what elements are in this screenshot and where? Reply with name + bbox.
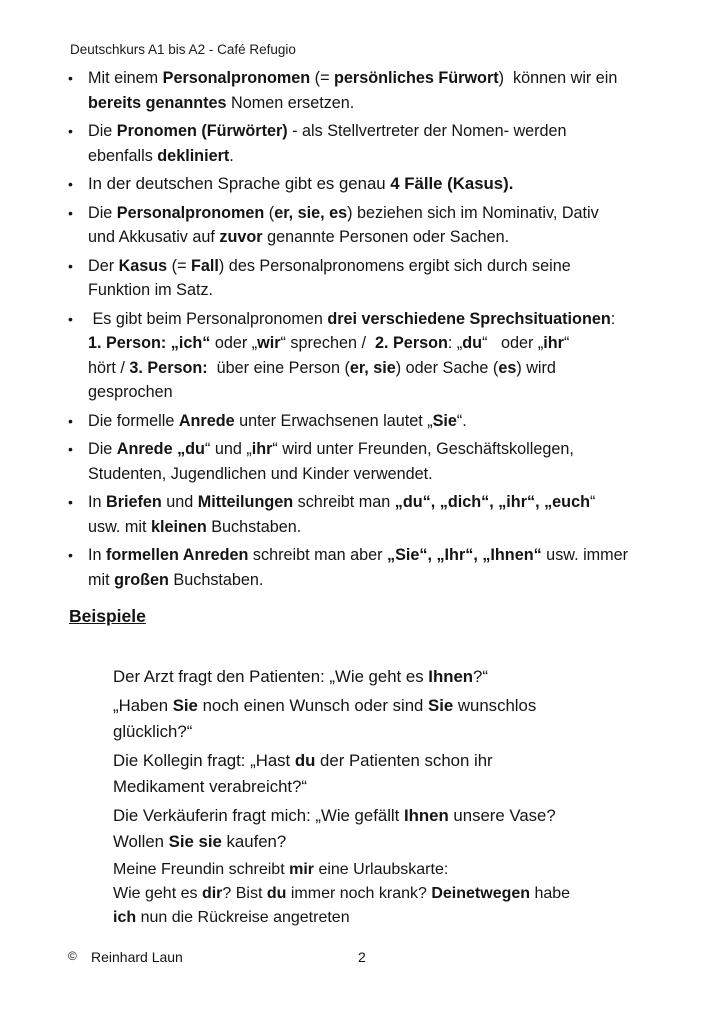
- bullet-icon: •: [68, 441, 73, 457]
- text-segment: nun die Rückreise angetreten: [136, 908, 350, 926]
- bold-text: 4 Fälle (Kasus).: [390, 174, 514, 193]
- bold-text: mir: [289, 860, 314, 878]
- text-segment: (: [264, 203, 275, 222]
- text-line: [88, 568, 686, 593]
- text-line: [88, 201, 686, 226]
- bullet-list: [66, 66, 686, 596]
- text-line: [88, 225, 686, 250]
- text-segment: “ oder „: [482, 334, 544, 352]
- text-segment: eine Urlaubskarte:: [314, 860, 449, 878]
- text-segment: oder „: [210, 334, 258, 352]
- bold-text: du: [462, 334, 483, 352]
- text-segment: wunschlos: [453, 695, 537, 715]
- text-segment: gesprochen: [88, 383, 173, 401]
- text-segment: Die: [88, 203, 117, 222]
- bold-text: Personalpronomen: [116, 203, 265, 222]
- text-line: [88, 91, 686, 116]
- bold-text: Fall: [191, 256, 219, 275]
- text-segment: .: [229, 146, 234, 165]
- bullet-item: [66, 409, 686, 434]
- bold-text: Mitteilungen: [197, 493, 294, 511]
- bullet-icon: •: [68, 547, 73, 563]
- text-line: [88, 172, 686, 197]
- text-line: [88, 307, 686, 332]
- text-line: [113, 882, 673, 906]
- text-segment: :: [610, 309, 616, 328]
- text-line: [113, 829, 673, 856]
- bold-text: Sie: [432, 411, 457, 430]
- text-segment: hört /: [88, 358, 130, 377]
- text-segment: “: [589, 493, 596, 511]
- text-segment: genannte Personen oder Sachen.: [262, 228, 510, 246]
- text-segment: noch einen Wunsch oder sind: [197, 695, 429, 715]
- text-line: [88, 331, 686, 356]
- text-line: [113, 719, 673, 746]
- text-line: [88, 66, 686, 91]
- bold-text: wir: [257, 334, 281, 352]
- text-segment: der Patienten schon ihr: [315, 750, 493, 770]
- bold-text: Anrede: [178, 411, 235, 430]
- bold-text: 2. Person: [375, 334, 448, 352]
- bold-text: formellen Anreden: [106, 546, 249, 564]
- text-line: [113, 748, 673, 775]
- bold-text: Sie sie: [168, 832, 222, 851]
- text-segment: (=: [167, 256, 192, 275]
- bold-text: dekliniert: [157, 146, 230, 165]
- text-segment: Studenten, Jugendlichen und Kinder verwendet.: [88, 464, 433, 483]
- text-line: [113, 693, 673, 720]
- text-segment: - als Stellvertreter der Nomen- werden: [287, 122, 567, 140]
- text-line: [88, 144, 686, 169]
- text-segment: Funktion im Satz.: [88, 281, 214, 299]
- text-segment: Die formelle: [88, 411, 179, 430]
- bullet-icon: •: [68, 494, 73, 510]
- bold-text: es: [498, 358, 517, 377]
- bold-text: ihr: [543, 334, 564, 352]
- text-line: [113, 906, 673, 930]
- bullet-item: [66, 307, 686, 405]
- text-line: [88, 409, 686, 434]
- text-segment: ) oder Sache (: [395, 358, 499, 377]
- copyright-icon: ©: [68, 949, 77, 963]
- bold-text: ich: [113, 908, 137, 926]
- bullet-item: [66, 201, 686, 250]
- text-segment: ebenfalls: [88, 146, 158, 165]
- example-sentence: [113, 664, 673, 691]
- text-segment: ? Bist: [222, 884, 267, 902]
- example-sentence: [113, 858, 673, 930]
- text-segment: immer noch krank?: [286, 884, 432, 902]
- text-segment: über eine Person (: [207, 358, 350, 377]
- bold-text: 3. Person:: [129, 358, 208, 377]
- text-segment: ) können wir ein: [498, 69, 618, 87]
- bold-text: du: [294, 750, 316, 770]
- text-segment: “ sprechen /: [280, 334, 376, 352]
- text-line: [88, 119, 686, 144]
- bold-text: 1. Person: „ich“: [88, 334, 211, 352]
- text-segment: ) beziehen sich im Nominativ, Dativ: [347, 203, 599, 222]
- bold-text: „du“, „dich“, „ihr“, „euch: [394, 493, 590, 511]
- bullet-item: [66, 543, 686, 592]
- bold-text: Ihnen: [403, 805, 449, 825]
- text-segment: schreibt man aber: [248, 546, 387, 564]
- bullet-icon: •: [68, 310, 73, 327]
- text-segment: schreibt man: [293, 493, 395, 511]
- text-segment: Die Kollegin fragt: „Hast: [113, 750, 295, 770]
- bullet-icon: •: [68, 176, 73, 192]
- text-segment: (=: [310, 69, 335, 87]
- bold-text: dir: [201, 884, 223, 902]
- bold-text: Sie: [428, 695, 454, 715]
- text-segment: unsere Vase?: [448, 805, 556, 825]
- example-sentence: [113, 748, 673, 801]
- bold-text: Ihnen: [428, 667, 474, 686]
- text-line: [88, 254, 686, 279]
- text-line: [113, 664, 673, 691]
- text-segment: und: [161, 493, 198, 511]
- example-sentence: [113, 803, 673, 856]
- bold-text: großen: [114, 570, 169, 589]
- text-segment: Mit einem: [88, 69, 163, 87]
- bullet-icon: •: [68, 70, 73, 86]
- bold-text: drei verschiedene Sprechsituationen: [327, 309, 611, 328]
- text-segment: Die Verkäuferin fragt mich: „Wie gefällt: [113, 805, 404, 825]
- text-segment: „Haben: [113, 695, 173, 715]
- footer-author: Reinhard Laun: [91, 949, 183, 965]
- bullet-item: [66, 172, 686, 197]
- bold-text: Deinetwegen: [431, 884, 531, 902]
- text-line: [113, 803, 673, 830]
- text-segment: Der: [88, 256, 119, 275]
- text-segment: ) des Personalpronomens ergibt sich durch seine: [218, 256, 571, 275]
- text-segment: In: [88, 493, 106, 511]
- example-sentence: [113, 693, 673, 746]
- text-segment: “ wird unter Freunden, Geschäftskollegen,: [272, 440, 574, 458]
- section-title-beispiele: Beispiele: [69, 606, 146, 626]
- text-segment: usw. immer: [541, 546, 629, 564]
- text-segment: usw. mit: [88, 517, 151, 536]
- bullet-item: [66, 490, 686, 539]
- text-segment: ?“: [473, 667, 488, 686]
- text-line: [88, 278, 686, 303]
- bold-text: ihr: [251, 440, 273, 458]
- bullet-icon: •: [68, 123, 73, 139]
- text-segment: kaufen?: [221, 832, 287, 851]
- text-segment: glücklich?“: [113, 722, 193, 741]
- bold-text: Anrede „du: [116, 440, 205, 458]
- text-segment: und Akkusativ auf: [88, 228, 220, 246]
- text-segment: Nomen ersetzen.: [226, 93, 355, 112]
- text-line: [88, 356, 686, 381]
- text-line: [88, 543, 686, 568]
- text-segment: mit: [88, 570, 115, 589]
- bullet-item: [66, 437, 686, 486]
- text-line: [113, 774, 673, 801]
- text-segment: “ und „: [204, 440, 252, 458]
- text-segment: habe: [530, 884, 571, 902]
- bold-text: Kasus: [118, 256, 168, 275]
- text-segment: unter Erwachsenen lautet „: [234, 411, 433, 430]
- text-segment: Meine Freundin schreibt: [113, 860, 290, 878]
- bold-text: du: [266, 884, 287, 902]
- text-segment: Der Arzt fragt den Patienten: „Wie geht es: [113, 667, 429, 686]
- text-segment: ) wird: [516, 358, 556, 377]
- bold-text: „Sie“, „Ihr“, „Ihnen“: [386, 546, 542, 564]
- bold-text: bereits genanntes: [88, 93, 227, 112]
- bullet-icon: •: [68, 257, 73, 274]
- text-line: [88, 380, 686, 405]
- bold-text: Sie: [172, 695, 198, 715]
- text-line: [88, 490, 686, 515]
- bold-text: kleinen: [150, 517, 207, 536]
- bold-text: zuvor: [219, 228, 263, 246]
- bold-text: er, sie, es: [274, 203, 348, 222]
- text-segment: “.: [456, 411, 467, 430]
- text-line: [88, 437, 686, 462]
- text-line: [88, 462, 686, 487]
- text-segment: Wie geht es: [113, 884, 202, 902]
- text-segment: Es gibt beim Personalpronomen: [88, 309, 328, 328]
- bullet-item: [66, 66, 686, 115]
- bold-text: persönliches Fürwort: [334, 69, 499, 87]
- bullet-icon: •: [68, 204, 73, 221]
- text-segment: In: [88, 546, 106, 564]
- bold-text: Briefen: [106, 493, 162, 511]
- bold-text: er, sie: [349, 358, 396, 377]
- examples-block: [113, 664, 673, 932]
- text-segment: Die: [88, 122, 117, 140]
- text-segment: In der deutschen Sprache gibt es genau: [88, 174, 391, 193]
- text-line: [113, 858, 673, 882]
- text-segment: Buchstaben.: [168, 570, 264, 589]
- text-segment: Die: [88, 440, 117, 458]
- page-header: Deutschkurs A1 bis A2 - Café Refugio: [70, 42, 296, 57]
- text-segment: Wollen: [113, 832, 169, 851]
- text-line: [88, 515, 686, 540]
- bold-text: Personalpronomen: [162, 69, 311, 87]
- text-segment: Medikament verabreicht?“: [113, 777, 308, 796]
- bullet-item: [66, 119, 686, 168]
- bold-text: Pronomen (Fürwörter): [116, 122, 288, 140]
- text-segment: “: [563, 334, 570, 352]
- bullet-item: [66, 254, 686, 303]
- text-segment: : „: [447, 334, 463, 352]
- bullet-icon: •: [68, 412, 73, 429]
- page-number: 2: [358, 949, 366, 965]
- text-segment: Buchstaben.: [206, 517, 302, 536]
